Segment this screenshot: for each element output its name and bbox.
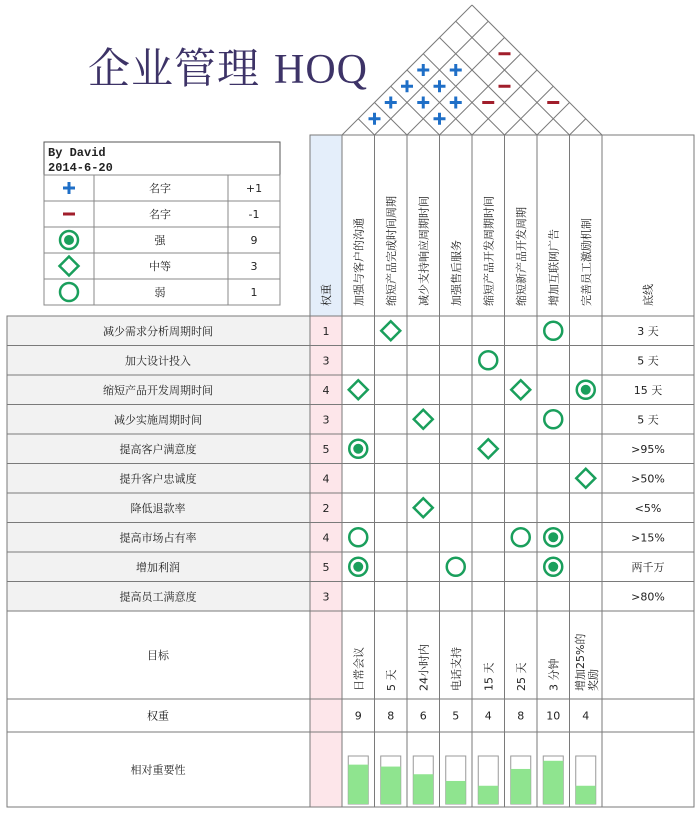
requirement-name: 减少实施周期时间 [114, 413, 202, 427]
matrix-cell [440, 582, 473, 612]
legend [44, 142, 280, 305]
importance-value: 6 [419, 709, 427, 723]
matrix-cell [537, 405, 570, 435]
header-row [310, 135, 694, 316]
legend-name: 强 [154, 234, 166, 247]
requirement-baseline: >50% [631, 472, 665, 486]
roof-plus-icon [385, 97, 397, 109]
target-value: 日常会议 [352, 647, 366, 691]
target-value: 3 分钟 [547, 658, 561, 691]
importance-value: 5 [452, 709, 460, 723]
matrix-cell [342, 523, 375, 553]
roof-plus-icon [369, 113, 381, 125]
matrix-cell [440, 552, 473, 582]
requirement-weight: 5 [322, 442, 330, 456]
target-value: 24小时内 [417, 644, 431, 691]
roof-plus-icon [434, 80, 446, 92]
requirement-name: 提高市场占有率 [119, 531, 197, 545]
legend-name: 中等 [149, 260, 171, 273]
requirement-baseline: >80% [631, 590, 665, 604]
eng-characteristic-header: 减少支持响应周期时间 [417, 196, 431, 306]
roof-correlation-matrix [342, 5, 602, 135]
target-value-cont: 奖励 [586, 669, 600, 691]
matrix-cell [342, 582, 375, 612]
matrix-cell [375, 405, 408, 435]
eng-characteristic-header: 加强售后服务 [449, 240, 463, 306]
matrix-cell [472, 375, 505, 405]
matrix-cell [375, 582, 408, 612]
matrix-cell [537, 375, 570, 405]
matrix-cell [570, 434, 603, 464]
relative-importance-bar [413, 774, 433, 804]
matrix-cell [570, 493, 603, 523]
matrix-cell [440, 316, 473, 346]
matrix-cell [537, 346, 570, 376]
matrix-cell [407, 582, 440, 612]
matrix-cell [537, 316, 570, 346]
requirement-weight: 4 [322, 531, 330, 545]
requirement-weight: 3 [322, 354, 330, 368]
matrix-cell [472, 346, 505, 376]
requirement-weight: 4 [322, 472, 330, 486]
matrix-cell [537, 582, 570, 612]
target-value: 增加25%的 [573, 633, 587, 691]
requirement-baseline: 5 天 [637, 413, 659, 427]
relative-importance-bar [543, 761, 563, 804]
requirement-name: 提高员工满意度 [119, 590, 197, 604]
importance-value: 4 [484, 709, 492, 723]
matrix-cell [375, 346, 408, 376]
matrix-cell [505, 582, 538, 612]
row-label: 相对重要性 [130, 763, 186, 777]
importance-value: 8 [387, 709, 395, 723]
relative-importance-bar [576, 786, 596, 804]
legend-name: 弱 [154, 286, 166, 299]
matrix-cell [342, 493, 375, 523]
requirement-name: 降低退款率 [130, 501, 186, 515]
matrix-cell [472, 316, 505, 346]
matrix-cell [375, 464, 408, 494]
matrix-cell [472, 405, 505, 435]
requirement-name: 提升客户忠诚度 [119, 472, 197, 486]
roof-plus-icon [450, 97, 462, 109]
matrix-cell [342, 464, 375, 494]
matrix-cell [505, 493, 538, 523]
matrix-cell [407, 434, 440, 464]
matrix-cell [440, 523, 473, 553]
relative-importance-bar [478, 786, 498, 804]
eng-characteristic-header: 缩短新产品开发周期 [514, 207, 528, 306]
legend-value: 9 [250, 234, 258, 247]
matrix-cell [407, 464, 440, 494]
matrix-cell [407, 316, 440, 346]
target-value: 5 天 [384, 669, 398, 691]
requirement-baseline: 3 天 [637, 324, 659, 338]
eng-characteristic-header: 完善员工激励机制 [579, 218, 593, 306]
requirement-name: 增加利润 [136, 560, 180, 574]
matrix-cell [505, 434, 538, 464]
matrix-cell [440, 346, 473, 376]
row-label: 权重 [147, 709, 169, 723]
eng-characteristic-header: 加强与客户的沟通 [352, 218, 366, 306]
legend-value: 3 [250, 260, 258, 273]
matrix-cell [472, 464, 505, 494]
legend-value: +1 [245, 182, 263, 195]
importance-value: 10 [546, 709, 561, 723]
matrix-cell [570, 552, 603, 582]
matrix-cell [440, 493, 473, 523]
eng-characteristic-header: 增加互联网广告 [547, 229, 561, 306]
matrix-cell [407, 375, 440, 405]
roof-plus-icon [417, 97, 429, 109]
legend-value: 1 [250, 286, 258, 299]
legend-name: 名字 [149, 208, 171, 221]
matrix-cell [342, 316, 375, 346]
matrix-cell [505, 464, 538, 494]
requirement-name: 加大设计投入 [125, 354, 191, 368]
matrix-cell [375, 434, 408, 464]
legend-author: By David [48, 146, 106, 160]
relative-importance-bar [446, 781, 466, 804]
roof-plus-icon [401, 80, 413, 92]
matrix-cell [570, 582, 603, 612]
importance-row [7, 699, 694, 732]
requirement-name: 缩短产品开发周期时间 [103, 383, 213, 397]
matrix-cell [375, 493, 408, 523]
legend-value: -1 [248, 208, 260, 221]
requirement-weight: 5 [322, 560, 330, 574]
matrix-cell [472, 493, 505, 523]
matrix-cell [537, 493, 570, 523]
importance-value: 9 [354, 709, 362, 723]
roof-plus-icon [450, 64, 462, 76]
matrix-cell [472, 523, 505, 553]
matrix-cell [407, 346, 440, 376]
requirement-baseline: 15 天 [633, 383, 663, 397]
requirement-baseline: 两千万 [631, 560, 665, 574]
relative-importance-bar [511, 769, 531, 804]
matrix-cell [440, 375, 473, 405]
target-value: 15 天 [482, 662, 496, 691]
matrix-cell [440, 464, 473, 494]
legend-date: 2014-6-20 [48, 161, 113, 175]
matrix-cell [472, 552, 505, 582]
matrix-cell [375, 375, 408, 405]
matrix-cell [505, 346, 538, 376]
matrix-cell [440, 434, 473, 464]
requirement-weight: 2 [322, 501, 330, 515]
target-value: 25 天 [514, 662, 528, 691]
weight-header: 权重 [320, 284, 333, 306]
title-sub: HOQ [274, 47, 369, 93]
requirement-baseline: >95% [631, 442, 665, 456]
matrix-cell [342, 346, 375, 376]
requirement-baseline: 5 天 [637, 354, 659, 368]
requirement-name: 减少需求分析周期时间 [103, 324, 213, 338]
target-value: 电话支持 [449, 647, 463, 691]
relative-importance-bar [348, 765, 368, 804]
matrix-cell [537, 434, 570, 464]
matrix-cell [570, 346, 603, 376]
roof-plus-icon [417, 64, 429, 76]
matrix-cell [505, 523, 538, 553]
importance-value: 4 [582, 709, 590, 723]
row-label: 目标 [147, 649, 169, 662]
matrix-cell [375, 523, 408, 553]
baseline-header: 底线 [642, 284, 655, 306]
matrix-cell [505, 316, 538, 346]
requirement-baseline: >15% [631, 531, 665, 545]
matrix-cell [407, 552, 440, 582]
matrix-cell [537, 464, 570, 494]
matrix-cell [505, 552, 538, 582]
requirement-weight: 4 [322, 383, 330, 397]
requirement-name: 提高客户满意度 [119, 442, 197, 456]
eng-characteristic-header: 缩短产品开发周期时间 [482, 196, 496, 306]
matrix-cell [342, 405, 375, 435]
matrix-cell [407, 523, 440, 553]
title-main: 企业管理 [88, 44, 261, 93]
matrix-cell [570, 523, 603, 553]
matrix-cell [570, 405, 603, 435]
legend-name: 名字 [149, 182, 171, 195]
eng-characteristic-header: 缩短产品完成时间周期 [384, 196, 398, 306]
requirement-baseline: <5% [634, 501, 662, 515]
matrix-cell [570, 316, 603, 346]
matrix-cell [505, 405, 538, 435]
relative-importance-bar [381, 767, 401, 804]
matrix-cell [440, 405, 473, 435]
requirement-weight: 3 [322, 590, 330, 604]
matrix-cell [472, 582, 505, 612]
roof-plus-icon [434, 113, 446, 125]
matrix-cell [375, 552, 408, 582]
requirement-weight: 3 [322, 413, 330, 427]
importance-value: 8 [517, 709, 525, 723]
requirement-weight: 1 [322, 324, 330, 338]
